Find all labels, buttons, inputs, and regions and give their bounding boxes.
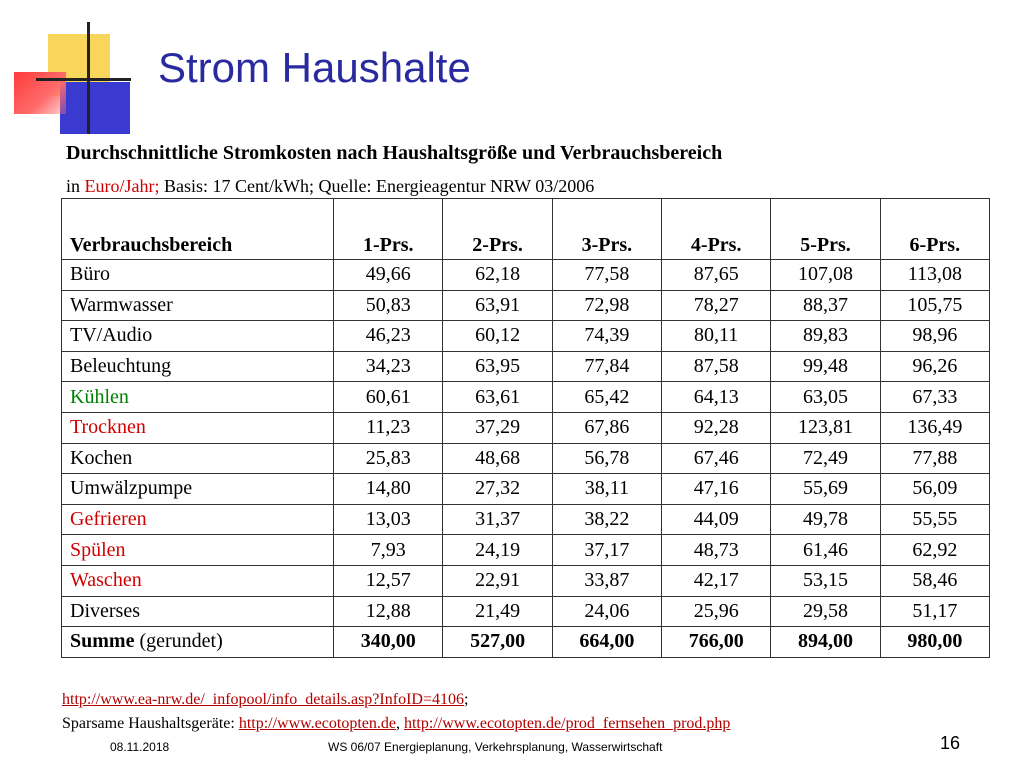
cell-value: 88,37 [771,290,880,321]
cell-value: 87,58 [662,351,771,382]
cell-value: 46,23 [334,321,443,352]
row-label: Büro [62,260,334,291]
table-row [62,321,990,352]
cell-value: 96,26 [880,351,989,382]
row-label: Umwälzpumpe [62,474,334,505]
cell-value: 48,68 [443,443,552,474]
cell-value: 47,16 [662,474,771,505]
cell-value: 67,86 [552,412,661,443]
footer-course: WS 06/07 Energieplanung, Verkehrsplanung, Wasserwirtschaft [328,740,663,754]
cell-value: 65,42 [552,382,661,413]
cell-value: 34,23 [334,351,443,382]
cell-value: 67,46 [662,443,771,474]
cell-value: 62,92 [880,535,989,566]
cell-value: 136,49 [880,412,989,443]
cell-value: 72,98 [552,290,661,321]
cell-value: 29,58 [771,596,880,627]
cell-value: 55,69 [771,474,880,505]
cell-value: 63,61 [443,382,552,413]
cell-value: 24,19 [443,535,552,566]
summary-value: 894,00 [771,627,880,658]
column-header-3-prs: 3-Prs. [552,199,661,260]
link-line-1 [62,688,730,712]
table-row [62,382,990,413]
row-label: TV/Audio [62,321,334,352]
cell-value: 56,78 [552,443,661,474]
cell-value: 60,12 [443,321,552,352]
summary-label [62,627,334,658]
column-header-1-prs: 1-Prs. [334,199,443,260]
cell-value: 51,17 [880,596,989,627]
table-subheading [66,176,594,197]
cell-value: 49,66 [334,260,443,291]
row-label: Beleuchtung [62,351,334,382]
cell-value: 53,15 [771,565,880,596]
table-row [62,504,990,535]
slide-title: Strom Haushalte [158,44,471,91]
row-label: Trocknen [62,412,334,443]
column-header-5-prs: 5-Prs. [771,199,880,260]
cell-value: 77,58 [552,260,661,291]
cell-value: 49,78 [771,504,880,535]
table-row [62,290,990,321]
cell-value: 64,13 [662,382,771,413]
column-header-2-prs: 2-Prs. [443,199,552,260]
sub-prefix: in [66,176,85,196]
summary-value: 664,00 [552,627,661,658]
column-header-4-prs: 4-Prs. [662,199,771,260]
row-label: Gefrieren [62,504,334,535]
cell-value: 25,83 [334,443,443,474]
cell-value: 22,91 [443,565,552,596]
cell-value: 58,46 [880,565,989,596]
sparsame-label: Sparsame Haushaltsgeräte: [62,715,235,732]
link-line-2 [62,712,730,736]
cell-value: 123,81 [771,412,880,443]
link1-suffix: ; [463,691,469,708]
table-heading: Durchschnittliche Stromkosten nach Haushaltsgröße und Verbrauchsbereich [66,142,723,164]
ea-nrw-link[interactable]: http://www.ea-nrw.de/_infopool/info_details.asp?InfoID=4106 [62,691,464,708]
table-row [62,443,990,474]
cell-value: 12,88 [334,596,443,627]
cell-value: 55,55 [880,504,989,535]
cell-value: 37,29 [443,412,552,443]
row-label: Diverses [62,596,334,627]
cell-value: 50,83 [334,290,443,321]
table-row [62,260,990,291]
cell-value: 63,91 [443,290,552,321]
cell-value: 80,11 [662,321,771,352]
row-label: Kühlen [62,382,334,413]
cell-value: 99,48 [771,351,880,382]
logo-horizontal-line [36,78,131,81]
summary-value: 527,00 [443,627,552,658]
header-row [62,199,990,260]
table-row [62,535,990,566]
cell-value: 60,61 [334,382,443,413]
cell-value: 12,57 [334,565,443,596]
cell-value: 77,88 [880,443,989,474]
cell-value: 25,96 [662,596,771,627]
table-row [62,412,990,443]
page-number: 16 [940,733,961,753]
cell-value: 42,17 [662,565,771,596]
footer-date: 08.11.2018 [110,740,170,754]
cell-value: 78,27 [662,290,771,321]
ecotopten-tv-link[interactable]: http://www.ecotopten.de/prod_fernsehen_prod.php [403,715,731,732]
cell-value: 61,46 [771,535,880,566]
column-header-category: Verbrauchsbereich [62,199,334,260]
logo-blue-square [60,82,130,134]
cell-value: 14,80 [334,474,443,505]
ecotopten-link[interactable]: http://www.ecotopten.de [238,715,396,732]
sub-unit: Euro/Jahr; [84,176,160,196]
cell-value: 31,37 [443,504,552,535]
table-row [62,565,990,596]
cell-value: 21,49 [443,596,552,627]
column-header-6-prs: 6-Prs. [880,199,989,260]
row-label: Kochen [62,443,334,474]
row-label: Warmwasser [62,290,334,321]
summary-value: 340,00 [334,627,443,658]
cell-value: 13,03 [334,504,443,535]
cost-table [61,198,990,658]
cell-value: 27,32 [443,474,552,505]
cell-value: 67,33 [880,382,989,413]
table-row [62,596,990,627]
table-row [62,351,990,382]
cell-value: 92,28 [662,412,771,443]
cell-value: 98,96 [880,321,989,352]
slide-logo [0,0,150,140]
cell-value: 74,39 [552,321,661,352]
summary-value: 766,00 [662,627,771,658]
cell-value: 38,22 [552,504,661,535]
sub-rest: Basis: 17 Cent/kWh; Quelle: Energieagentur NRW 03/2006 [159,176,595,196]
cell-value: 77,84 [552,351,661,382]
cell-value: 62,18 [443,260,552,291]
cell-value: 89,83 [771,321,880,352]
row-label: Spülen [62,535,334,566]
cell-value: 11,23 [334,412,443,443]
cell-value: 48,73 [662,535,771,566]
cell-value: 113,08 [880,260,989,291]
row-label: Waschen [62,565,334,596]
cell-value: 107,08 [771,260,880,291]
summary-row [62,627,990,658]
cell-value: 7,93 [334,535,443,566]
table-body [62,260,990,658]
summary-value: 980,00 [880,627,989,658]
cell-value: 87,65 [662,260,771,291]
summary-label-bold: Summe [70,630,135,653]
cell-value: 44,09 [662,504,771,535]
cell-value: 38,11 [552,474,661,505]
cell-value: 37,17 [552,535,661,566]
summary-label-rest: (gerundet) [134,630,223,653]
cell-value: 63,05 [771,382,880,413]
cell-value: 33,87 [552,565,661,596]
source-links [62,688,730,736]
cell-value: 72,49 [771,443,880,474]
cell-value: 24,06 [552,596,661,627]
link-separator: , [395,715,400,732]
cell-value: 63,95 [443,351,552,382]
cell-value: 56,09 [880,474,989,505]
table-row [62,474,990,505]
cell-value: 105,75 [880,290,989,321]
